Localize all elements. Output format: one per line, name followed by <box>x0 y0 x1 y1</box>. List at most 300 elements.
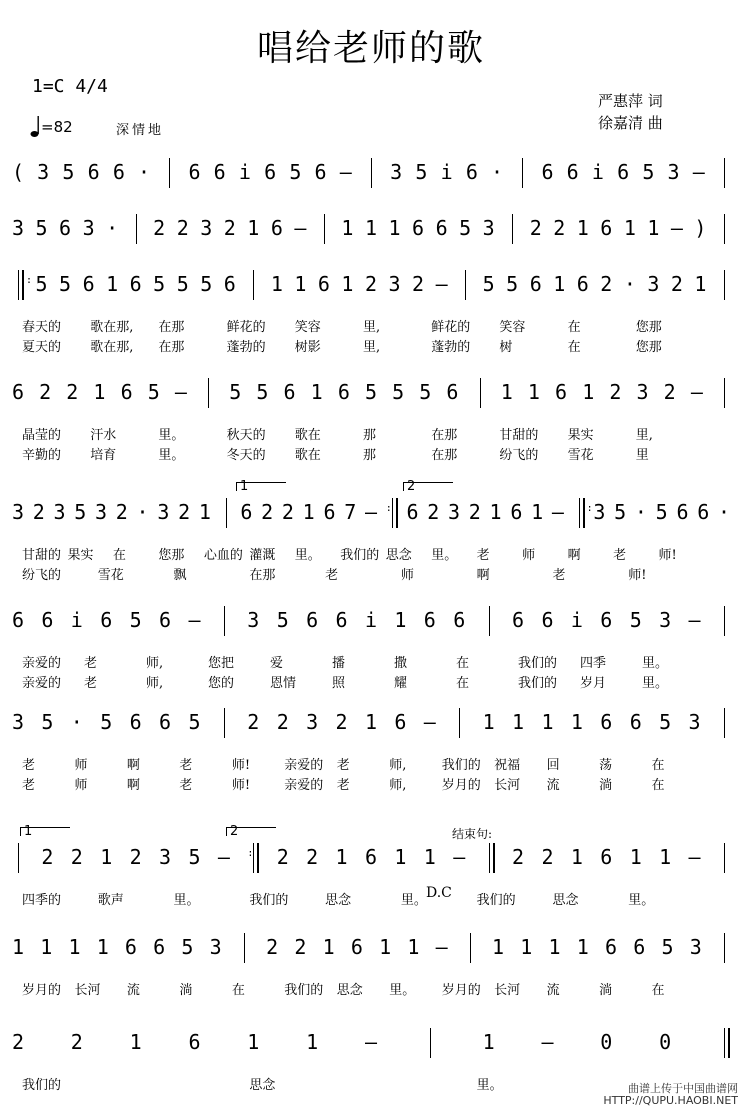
note: – <box>217 845 230 869</box>
bar-line <box>226 498 227 528</box>
note: 2 <box>66 380 79 404</box>
melody-line <box>0 710 742 736</box>
lyric-word: 老 <box>476 548 490 563</box>
note: 2 <box>553 216 566 240</box>
lyric-word: 秋天的 <box>226 428 266 443</box>
note: 5 <box>41 710 54 734</box>
lyric-word: 里。 <box>173 893 200 908</box>
bar-line <box>724 708 725 738</box>
note: 2 <box>281 500 294 524</box>
note: 2 <box>261 500 274 524</box>
note: 5 <box>147 380 160 404</box>
note: 6 <box>394 710 407 734</box>
lyric-word: 亲爱的 <box>22 676 62 691</box>
note: 3 <box>689 935 702 959</box>
note: 3 <box>157 500 170 524</box>
lyric-word: 岁月的 <box>441 983 481 998</box>
lyric-word: 歌声 <box>97 893 124 908</box>
note: 6 <box>112 160 125 184</box>
lyric-word: 啊 <box>126 778 140 793</box>
bar-line <box>459 708 460 738</box>
note: 6 <box>159 710 172 734</box>
note: 1 <box>310 380 323 404</box>
note: 5 <box>614 500 627 524</box>
note: 1 <box>96 935 109 959</box>
lyric-word: 岁月的 <box>22 983 62 998</box>
lyric-word: 在 <box>231 983 245 998</box>
bar-line <box>430 1028 431 1058</box>
note: 2 <box>153 216 166 240</box>
lyric-word: 里。 <box>628 893 655 908</box>
lyric-word: 里。 <box>431 548 458 563</box>
bar-line <box>470 933 471 963</box>
lyric-word: 啊 <box>567 548 581 563</box>
lyrics-verse-1 <box>0 316 742 334</box>
note: 6 <box>59 216 72 240</box>
note: 1 <box>576 216 589 240</box>
note: 6 <box>153 935 166 959</box>
note: – <box>423 710 436 734</box>
note: 5 <box>642 160 655 184</box>
note: 3 <box>667 160 680 184</box>
note: 6 <box>423 608 436 632</box>
bar-line <box>22 270 24 300</box>
note: 5 <box>392 380 405 404</box>
lyric-word: 飘 <box>173 568 187 583</box>
bar-line <box>724 214 725 244</box>
note: 1 <box>582 380 595 404</box>
note: 1 <box>247 1030 260 1054</box>
note: 6 <box>576 272 589 296</box>
note: 1 <box>364 216 378 240</box>
lyric-word: 里。 <box>400 893 427 908</box>
lyric-word: 在 <box>456 676 470 691</box>
note: 1 <box>541 710 554 734</box>
melody-line <box>0 1030 742 1056</box>
note: 6 <box>600 608 613 632</box>
note: 2 <box>512 845 525 869</box>
lyric-word: 我们的 <box>476 893 516 908</box>
note: i <box>238 160 251 184</box>
note: 6 <box>529 272 542 296</box>
bar-line <box>493 843 495 873</box>
lyric-word: 那 <box>363 428 377 443</box>
lyric-word: 老 <box>336 758 350 773</box>
bar-line <box>489 606 490 636</box>
note: 1 <box>482 1030 495 1054</box>
bar-line <box>583 498 585 528</box>
note: – <box>688 608 701 632</box>
lyric-word: 晶莹的 <box>22 428 62 443</box>
lyric-word: 师, <box>389 778 407 793</box>
note: 6 <box>512 608 525 632</box>
lyric-word: 您的 <box>208 676 235 691</box>
note: 1 <box>129 1030 142 1054</box>
note: 1 <box>335 845 348 869</box>
note: · <box>136 500 149 524</box>
watermark-line-1: 曲谱上传于中国曲谱网 <box>628 1082 738 1095</box>
note: 2 <box>529 216 542 240</box>
note: 1 <box>198 500 211 524</box>
lyric-word: 树影 <box>294 340 321 355</box>
lyricist-credit: 严惠萍 词 <box>598 92 663 110</box>
note: 2 <box>266 935 279 959</box>
note: 1 <box>93 380 106 404</box>
note: 6 <box>270 216 283 240</box>
note: 6 <box>453 608 466 632</box>
note: – <box>692 160 705 184</box>
note: 6 <box>600 710 613 734</box>
note: 1 <box>520 935 533 959</box>
note: 7 <box>344 500 357 524</box>
note: 1 <box>247 216 260 240</box>
note: 0 <box>659 1030 672 1054</box>
note: 6 <box>364 845 378 869</box>
lyric-word: 思念 <box>336 983 363 998</box>
lyrics-verse-1 <box>0 754 742 772</box>
lyric-word: 师! <box>628 568 647 583</box>
note: 6 <box>82 272 95 296</box>
note: · <box>106 216 119 240</box>
lyric-word: 淌 <box>599 983 613 998</box>
volta-bracket-1: 1 <box>20 827 70 836</box>
note: 2 <box>276 710 289 734</box>
melody-line <box>0 380 742 406</box>
note: – <box>688 845 701 869</box>
note: 6 <box>600 845 613 869</box>
note: 6 <box>240 500 253 524</box>
bar-line <box>396 498 398 528</box>
lyrics-verse-2 <box>0 672 742 690</box>
note: · <box>70 710 83 734</box>
note: 2 <box>115 500 128 524</box>
lyric-word: 老 <box>552 568 566 583</box>
lyric-word: 里 <box>635 448 649 463</box>
bar-line <box>224 606 225 636</box>
lyric-word: 果实 <box>567 428 594 443</box>
bar-line <box>18 843 19 873</box>
lyric-word: 雪花 <box>567 448 594 463</box>
note: – <box>435 935 448 959</box>
note: 6 <box>87 160 100 184</box>
expression-marking: 深情地 <box>116 123 165 138</box>
note: – <box>339 160 352 184</box>
lyric-word: 长河 <box>74 983 101 998</box>
note: 1 <box>100 845 113 869</box>
note: 2 <box>276 845 289 869</box>
lyric-word: 师 <box>74 758 88 773</box>
volta-bracket-1: 1 <box>236 482 286 491</box>
lyric-word: 老 <box>179 758 193 773</box>
repeat-dots: : <box>586 503 593 514</box>
note: ( <box>11 160 25 184</box>
note: 6 <box>541 608 554 632</box>
note: 1 <box>531 500 544 524</box>
lyric-word: 师, <box>389 758 407 773</box>
page-title: 唱给老师的歌 <box>256 28 485 69</box>
note: – <box>435 272 448 296</box>
bar-line <box>253 270 254 300</box>
note: 3 <box>388 272 401 296</box>
bar-line <box>208 378 209 408</box>
lyric-word: 里。 <box>642 656 669 671</box>
lyric-word: 在那 <box>431 428 458 443</box>
note: 1 <box>106 272 119 296</box>
lyric-word: 纷飞的 <box>499 448 539 463</box>
note: 3 <box>448 500 461 524</box>
note: 5 <box>200 272 213 296</box>
melody-line <box>0 935 742 961</box>
lyric-word: 耀 <box>394 676 408 691</box>
lyric-word: 笑容 <box>499 320 526 335</box>
repeat-dots: : <box>385 503 392 514</box>
bar-line <box>136 214 137 244</box>
melody-line <box>0 216 742 242</box>
note: 1 <box>294 272 307 296</box>
lyric-word: 甘甜的 <box>499 428 539 443</box>
lyric-word: 歌在那, <box>90 340 134 355</box>
lyric-word: 树 <box>499 340 513 355</box>
note: 2 <box>600 272 613 296</box>
note: 5 <box>289 160 302 184</box>
note: 1 <box>694 272 707 296</box>
note: 6 <box>406 500 419 524</box>
note: · <box>491 160 504 184</box>
lyric-word: 思念 <box>385 548 412 563</box>
note: 6 <box>323 500 336 524</box>
note: 1 <box>492 935 505 959</box>
note: – <box>294 216 307 240</box>
note: 2 <box>129 845 142 869</box>
bar-line <box>724 378 725 408</box>
lyric-word: 您那 <box>635 320 662 335</box>
note: 5 <box>153 272 166 296</box>
repeat-dots: : <box>247 848 254 859</box>
note: 3 <box>11 216 25 240</box>
lyric-word: 歌在那, <box>90 320 134 335</box>
lyric-word: 淌 <box>179 983 193 998</box>
note: 1 <box>548 935 561 959</box>
note: 5 <box>129 608 142 632</box>
lyric-word: 里, <box>363 340 381 355</box>
note: 6 <box>350 935 363 959</box>
tempo-value: =82 <box>41 118 73 136</box>
lyric-word: 我们的 <box>284 983 324 998</box>
note: 3 <box>53 500 66 524</box>
note: 3 <box>159 845 172 869</box>
lyric-word: 在 <box>651 983 665 998</box>
lyric-word: 亲爱的 <box>284 778 324 793</box>
repeat-dots: : <box>26 275 33 286</box>
lyric-word: 啊 <box>126 758 140 773</box>
lyric-word: 蓬勃的 <box>431 340 471 355</box>
lyric-word: 淌 <box>599 778 613 793</box>
note: 1 <box>364 710 378 734</box>
lyric-word: 汗水 <box>90 428 117 443</box>
note: 2 <box>32 500 45 524</box>
lyric-word: 老 <box>325 568 339 583</box>
note: 5 <box>229 380 242 404</box>
lyric-word: 培育 <box>90 448 117 463</box>
note: – <box>364 1030 378 1054</box>
note: 1 <box>394 608 407 632</box>
note: 5 <box>59 272 72 296</box>
note: 6 <box>129 710 142 734</box>
note: 1 <box>341 272 354 296</box>
note: 6 <box>676 500 689 524</box>
melody-line <box>0 608 742 634</box>
lyric-word: 师, <box>146 676 164 691</box>
melody-line <box>0 272 742 298</box>
lyrics-verse-1 <box>0 544 742 562</box>
note: 3 <box>688 710 701 734</box>
note: 1 <box>394 845 407 869</box>
note: 1 <box>570 710 583 734</box>
lyric-word: 果实 <box>67 548 94 563</box>
bar-line <box>224 708 225 738</box>
note: 2 <box>294 935 307 959</box>
lyric-word: 鲜花的 <box>226 320 266 335</box>
note: 2 <box>663 380 676 404</box>
melody-line <box>0 160 742 186</box>
note: 2 <box>364 272 378 296</box>
note: 1 <box>647 216 660 240</box>
lyric-word: 在那 <box>431 448 458 463</box>
bar-line <box>522 158 523 188</box>
lyric-word: 里。 <box>476 1078 503 1093</box>
note: 6 <box>510 500 523 524</box>
note: 5 <box>629 608 642 632</box>
lyric-word: 长河 <box>494 983 521 998</box>
note: 1 <box>500 380 513 404</box>
bar-line <box>512 214 513 244</box>
note: 1 <box>423 845 436 869</box>
note: 1 <box>527 380 540 404</box>
lyric-word: 在 <box>456 656 470 671</box>
note: 2 <box>609 380 622 404</box>
bar-line <box>724 843 725 873</box>
note: 5 <box>35 272 48 296</box>
lyric-word: 里, <box>363 320 381 335</box>
lyrics-verse-2 <box>0 444 742 462</box>
lyric-word: 啊 <box>476 568 490 583</box>
bar-line <box>480 378 481 408</box>
note: 2 <box>223 216 236 240</box>
note: – <box>453 845 466 869</box>
lyric-word: 鲜花的 <box>431 320 471 335</box>
note: 1 <box>11 935 25 959</box>
note: 3 <box>11 500 25 524</box>
note: 6 <box>188 160 201 184</box>
lyric-word: 在那 <box>249 568 276 583</box>
lyric-word: 里。 <box>158 448 185 463</box>
note: 1 <box>553 272 566 296</box>
lyric-word: 辛勤的 <box>22 448 62 463</box>
note: 6 <box>129 272 142 296</box>
lyric-word: 歌在 <box>294 448 321 463</box>
lyric-word: 在 <box>567 320 581 335</box>
note: 2 <box>468 500 481 524</box>
note: 3 <box>593 500 606 524</box>
lyric-word: 在 <box>651 778 665 793</box>
melody-line <box>0 845 742 871</box>
note: 3 <box>209 935 222 959</box>
lyrics-verse-1 <box>0 424 742 442</box>
bar-line <box>724 606 725 636</box>
note: – <box>670 216 683 240</box>
bar-line <box>253 843 254 873</box>
lyric-word: 灌溉 <box>249 548 276 563</box>
note: · <box>623 272 636 296</box>
note: 6 <box>159 608 172 632</box>
note: 1 <box>270 272 283 296</box>
lyrics-verse-1 <box>0 889 742 907</box>
note: 2 <box>670 272 683 296</box>
lyric-word: 四季 <box>580 656 607 671</box>
bar-line <box>371 158 372 188</box>
lyric-word: 您那 <box>635 340 662 355</box>
note: 2 <box>335 710 348 734</box>
note: · <box>717 500 731 524</box>
lyrics-verse-1 <box>0 979 742 997</box>
lyric-word: 师 <box>74 778 88 793</box>
lyric-word: 里, <box>635 428 653 443</box>
note: 6 <box>11 608 25 632</box>
composer-credit: 徐嘉清 曲 <box>598 114 663 132</box>
note: 2 <box>176 216 189 240</box>
note: 5 <box>181 935 194 959</box>
note: 1 <box>388 216 401 240</box>
lyric-word: 我们的 <box>518 676 558 691</box>
lyric-word: 我们的 <box>22 1078 62 1093</box>
lyric-word: 撒 <box>394 656 408 671</box>
note: i <box>364 608 378 632</box>
note: 5 <box>659 710 672 734</box>
note: 5 <box>655 500 668 524</box>
note: 3 <box>647 272 660 296</box>
note: 5 <box>276 608 289 632</box>
lyric-word: 长河 <box>494 778 521 793</box>
lyric-word: 老 <box>613 548 627 563</box>
note: – <box>541 1030 554 1054</box>
lyric-word: 里。 <box>389 983 416 998</box>
note: 6 <box>633 935 646 959</box>
note: 6 <box>600 216 613 240</box>
note: 2 <box>306 845 319 869</box>
note: 6 <box>435 216 448 240</box>
note: 6 <box>314 160 327 184</box>
lyric-word: 师! <box>658 548 677 563</box>
note: 5 <box>35 216 48 240</box>
note: 6 <box>264 160 277 184</box>
note: 6 <box>335 608 348 632</box>
lyric-word: 歌在 <box>294 428 321 443</box>
lyric-word: 春天的 <box>22 320 62 335</box>
note: 1 <box>322 935 335 959</box>
note: 1 <box>629 845 642 869</box>
lyrics-verse-2 <box>0 564 742 582</box>
lyric-word: 甘甜的 <box>22 548 62 563</box>
lyric-word: 老 <box>84 676 98 691</box>
lyric-word: 您那 <box>158 548 185 563</box>
lyric-word: 师, <box>146 656 164 671</box>
note: 3 <box>659 608 672 632</box>
note: 6 <box>11 380 25 404</box>
note: 5 <box>661 935 674 959</box>
lyric-word: 师 <box>522 548 536 563</box>
ending-phrase-label: 结束句: <box>452 827 493 841</box>
note: 1 <box>482 710 495 734</box>
